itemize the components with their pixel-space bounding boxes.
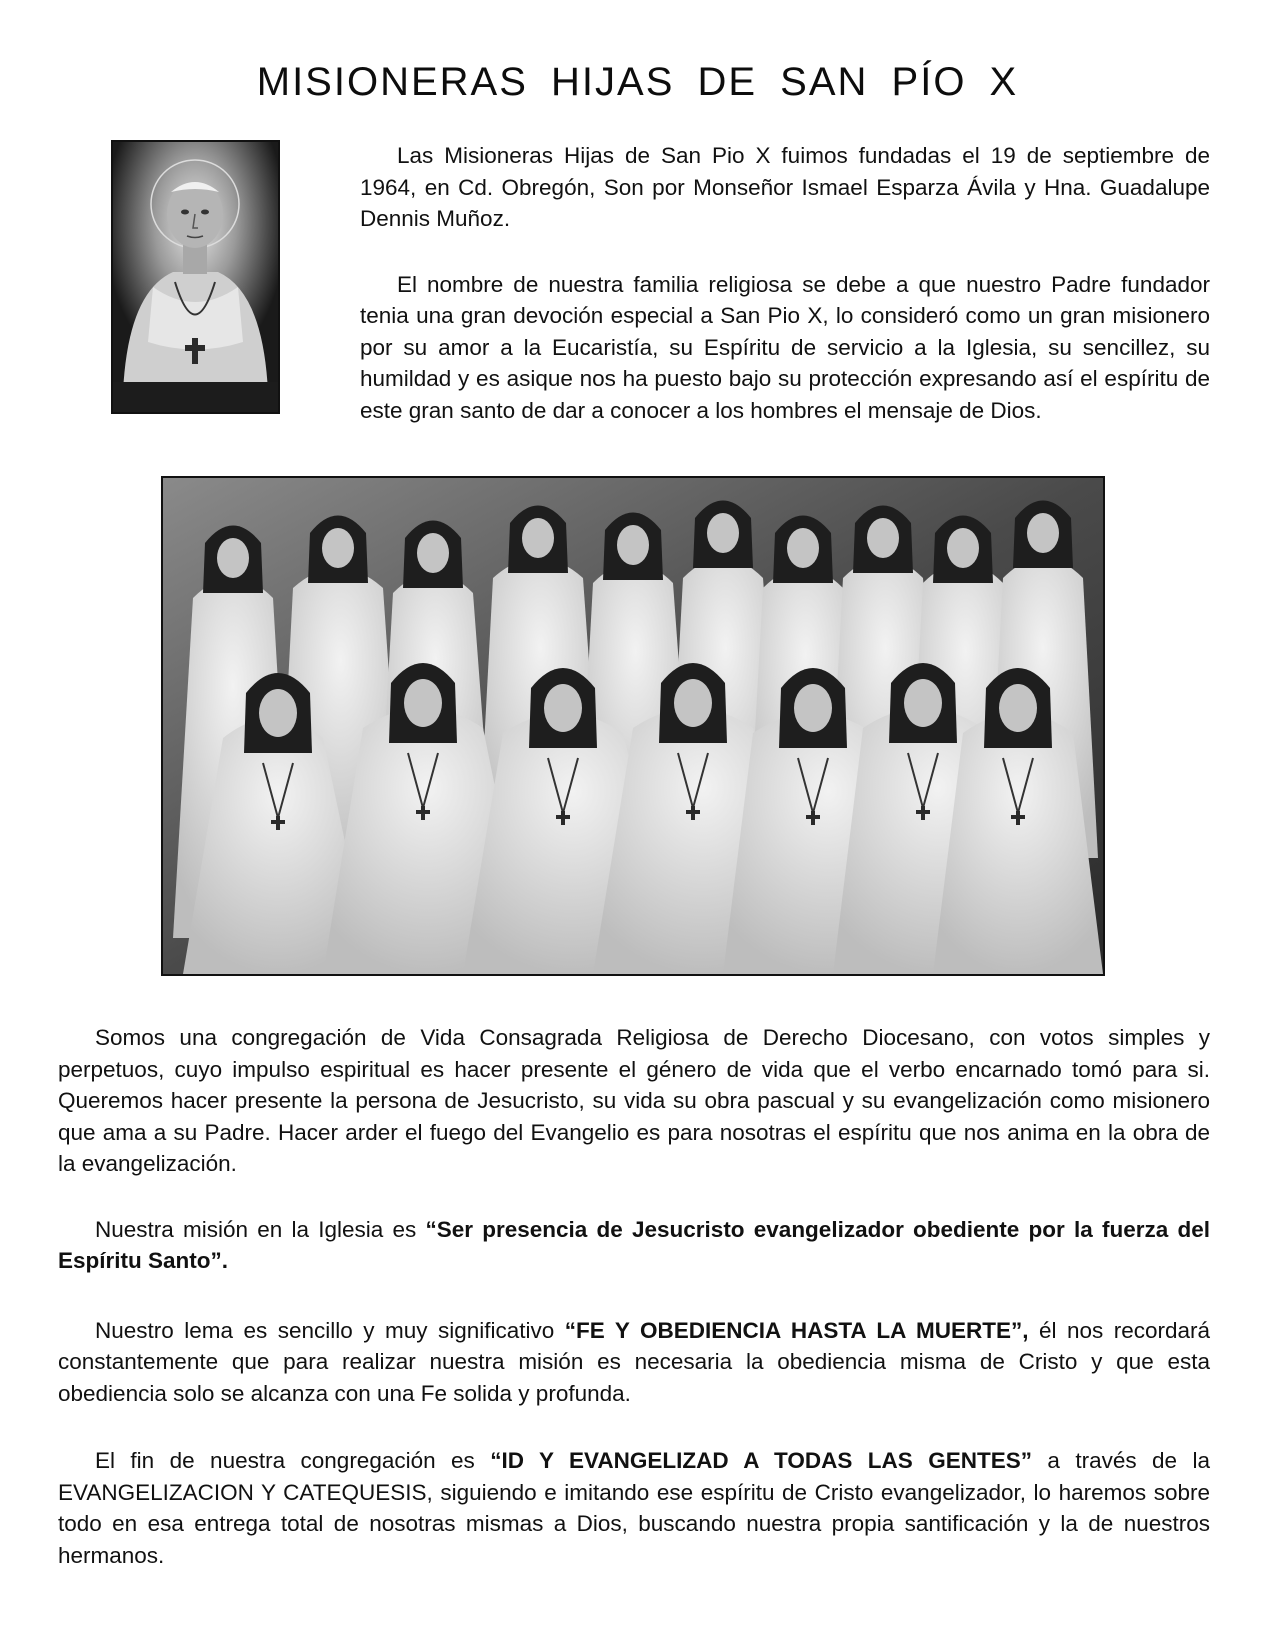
purpose-intro: El fin de nuestra congregación es: [95, 1448, 491, 1473]
mission-paragraph: [58, 1214, 1210, 1277]
motto-paragraph: [58, 1315, 1210, 1410]
purpose-explanation: a través de la EVANGELIZACION Y CATEQUESIS, siguiendo e imitando ese espíritu de Cristo evangelizador, lo haremos sobre todo en esa entrega total de nosotras mismas a Dios, buscando nuestra propia santificación y la de nuestros hermanos.: [58, 1448, 1210, 1568]
intro-paragraph: Las Misioneras Hijas de San Pio X fuimos fundadas el 19 de septiembre de 1964, en Cd. Obregón, Son por Monseñor Ismael Esparza Ávila y Hna. Guadalupe Dennis Muñoz.: [360, 143, 1210, 231]
body-section: [58, 1022, 1210, 1571]
page-title: MISIONERAS HIJAS DE SAN PÍO X: [256, 60, 1019, 104]
purpose-paragraph: [58, 1445, 1210, 1571]
body-paragraph: Somos una congregación de Vida Consagrada Religiosa de Derecho Diocesano, con votos simples y perpetuos, cuyo impulso espiritual es hacer presente el género de vida que el verbo encarnado tomó para si. Queremos hacer presente la persona de Jesucristo, su vida su obra pascual y su evangelización como misionero que ama a su Padre. Hacer arder el fuego del Evangelio es para nosotras el espíritu que nos anima en la obra de la evangelización.: [58, 1025, 1210, 1176]
intro-paragraph: El nombre de nuestra familia religiosa se debe a que nuestro Padre fundador tenia una gran devoción especial a San Pio X, lo consideró como un gran misionero por su amor a la Eucaristía, su Espíritu de servicio a la Iglesia, su sencillez, su humildad y es asique nos ha puesto bajo su protección expresando así el espíritu de este gran santo de dar a conocer a los hombres el mensaje de Dios.: [360, 271, 1210, 423]
purpose-statement: “ID Y EVANGELIZAD A TODAS LAS GENTES”: [490, 1448, 1032, 1473]
group-photo-sisters: [161, 476, 1105, 976]
motto-intro: Nuestro lema es sencillo y muy significativo: [95, 1317, 565, 1343]
motto-statement: “FE Y OBEDIENCIA HASTA LA MUERTE”,: [564, 1317, 1029, 1343]
saint-pius-x-portrait: [111, 140, 280, 414]
motto-explanation: él nos recordará constantemente que para realizar nuestra misión es necesaria la obediencia misma de Cristo y que esta obediencia solo se alcanza con una Fe solida y profunda.: [58, 1317, 1210, 1406]
intro-section: [360, 140, 1210, 460]
mission-statement: “Ser presencia de Jesucristo evangelizador obediente por la fuerza del Espíritu Santo”.: [58, 1216, 1210, 1273]
mission-intro: Nuestra misión en la Iglesia es: [95, 1216, 426, 1242]
